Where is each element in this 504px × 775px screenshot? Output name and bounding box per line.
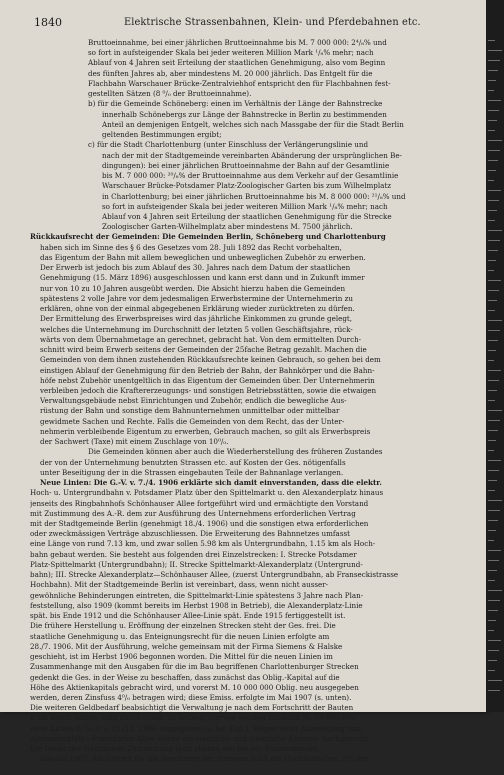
- text-line: 28./7. 1906. Mit der Ausführung, welche gemeinsam mit der Firma Siemens & Halske: [30, 641, 343, 651]
- edge-text-trace: [488, 250, 498, 251]
- edge-text-trace: [488, 680, 502, 681]
- text-line: Ablauf von 4 Jahren seit Erteilung der staatlichen Genehmigung, also vom Beginn: [88, 58, 386, 68]
- text-line: erklären, ohne von der einmal abgegebenen Erklärung wieder zurücktreten zu dürfen.: [40, 304, 355, 314]
- text-line: einstigen Ablauf der Genehmigung für den Betrieb der Bahn, der Bahnkörper und die Bahn-: [40, 365, 375, 375]
- edge-text-trace: [488, 470, 499, 471]
- text-line: gedenkt die Ges. in der Weise zu beschaffen, dass zunächst das Oblig.-Kapital auf die: [30, 672, 340, 682]
- text-line: Zusammenhange mit den Ausgaben für die im Bau begriffenen Charlottenburger Strecken: [30, 662, 359, 672]
- edge-text-trace: [488, 510, 500, 511]
- text-line: Bruttoeinnahme, bei einer jährlichen Bruttoeinnahme bis M. 7 000 000: 2⁴/₈% und: [88, 38, 387, 47]
- text-line: das Eigentum der Bahn mit allem beweglichen und unbeweglichen Zubehör zu erwerben.: [40, 252, 366, 262]
- text-line: innerhalb Schönebergs zur Länge der Bahnstrecke in Berlin zu bestimmenden: [102, 109, 387, 119]
- edge-text-trace: [488, 450, 494, 451]
- text-line: Höhe des Aktienkapitals gebracht wird, und vorerst M. 10 000 000 Oblig. neu ausgegeben: [30, 682, 359, 692]
- edge-text-trace: [488, 480, 497, 481]
- text-line: Platz-Spittelmarkt (Untergrundbahn); II. Strecke Spittelmarkt-Alexanderplatz (Untergrund-: [30, 559, 363, 569]
- text-line: des fünften Jahres ab, aber mindestens M. 20 000 jährlich. Das Entgelt für die: [88, 68, 373, 78]
- text-line: Warschauer Brücke-Potsdamer Platz-Zoologischer Garten bis zum Wilhelmplatz: [102, 181, 391, 191]
- text-line: spät. bis Ende 1912 und die Schönhauser Allee-Linie spät. Ende 1915 fertiggestellt ist.: [30, 611, 346, 621]
- text-line: Gemeinden von dem ihnen zustehenden Rückkaufsrechte keinen Gebrauch, so gehen bei dem: [40, 355, 381, 365]
- edge-text-trace: [488, 420, 500, 421]
- text-line: [30, 765, 472, 775]
- text-line: staatliche Genehmigung u. das Enteignungsrecht für die neuen Linien erfolgte am: [30, 631, 330, 641]
- edge-text-trace: [488, 180, 494, 181]
- edge-text-trace: [488, 260, 496, 261]
- edge-text-trace: [488, 600, 500, 601]
- text-line: mit der Stadtgemeinde Berlin (genehmigt 18./4. 1906) und die sonstigen etwa erforderlichen: [30, 519, 369, 529]
- text-line: dingungen): bei einer jährlichen Bruttoeinnahme der Bahn auf der Gesamtlinie: [102, 160, 390, 170]
- edge-text-trace: [488, 80, 496, 81]
- edge-text-trace: [488, 580, 495, 581]
- text-line: jenseits des Ringbahnhofs Schönhauser Allee fortgeführt wird und ermächtigte den Vorstand: [30, 498, 369, 508]
- text-line: schnitt wird beim Erwerb seitens der Gemeinden der 25fache Betrag gezahlt. Machen die: [40, 345, 367, 355]
- edge-text-trace: [488, 670, 495, 671]
- text-line: haben sich im Sinne des § 6 des Gesetzes vom 28. Juli 1892 das Recht vorbehalten,: [40, 242, 342, 252]
- text-line: neue Aktien lt. G.-V. v. 13./12. 1906 ausgegeben (s. bei Kap.). Wegen einer Abzweigung vom: [30, 723, 363, 733]
- text-line: so fort in aufsteigender Skala bei jeder weiteren Million Mark ¹/₈% mehr; nach: [88, 48, 374, 58]
- text-line: feststellung, also 1909 (kommt bereits im Herbst 1908 in Betrieb), die Alexanderplatz-Linie: [30, 600, 363, 610]
- edge-text-trace: [488, 410, 502, 411]
- text-line: Flachbahn Warschauer Brücke-Zentralviehhof entspricht den für Flachbahnen fest-: [88, 78, 391, 88]
- page-body: [30, 38, 472, 775]
- text-line: bis M. 7 000 000: ²⁰/₈% der Bruttoeinnahme aus dem Verkehr auf der Gesamtlinie: [102, 171, 399, 181]
- edge-text-trace: [488, 120, 497, 121]
- edge-text-trace: [488, 70, 498, 71]
- edge-text-trace: [488, 150, 500, 151]
- edge-text-trace: [488, 560, 499, 561]
- list-item-b: b) für die Gemeinde Schöneberg: einen im Verhältnis der Länge der Bahnstrecke: [88, 99, 383, 109]
- text-line: Anteil an demjenigen Entgelt, welches sich nach Massgabe der für die Stadt Berlin: [102, 119, 404, 129]
- edge-text-trace: [488, 390, 497, 391]
- text-line: so fort in aufsteigender Skala bei jeder weiteren Million Mark ¹/₈% mehr; nach: [102, 201, 388, 211]
- text-line: spätestens 2 volle Jahre vor dem jedesmaligen Erwerbstermine der Unternehmerin zu: [40, 293, 353, 303]
- edge-text-trace: [488, 190, 501, 191]
- adjacent-page-edge: [486, 0, 504, 712]
- edge-text-trace: [488, 570, 497, 571]
- edge-text-trace: [488, 170, 496, 171]
- text-line: h alb durch Aktien, halb durch Oblig. zu decken; hiervon wurden zunächst M. 10 000 000: [30, 713, 356, 723]
- edge-text-trace: [488, 110, 499, 111]
- text-line: mit Zustimmung des A.-R. dem zur Ausführung des Unternehmens erforderlichen Vertrag: [30, 508, 356, 518]
- edge-text-trace: [488, 200, 499, 201]
- text-line: geschieht, ist im Herbst 1906 begonnen worden. Die Mittel für die neuen Linien im: [30, 652, 333, 662]
- text-line: gewidmete Sachen und Rechte. Falls die Gemeinden von dem Recht, das der Unter-: [40, 416, 345, 426]
- edge-text-trace: [488, 160, 498, 161]
- edge-text-trace: [488, 130, 495, 131]
- text-line: Die Gemeinden können aber auch die Wiederherstellung des früheren Zustandes: [88, 447, 383, 457]
- edge-text-trace: [488, 690, 500, 691]
- text-line: also bis 1987. Als Entgelt für die Benutzung der Strassen zahlt die Hochbahn-Ges. 2⁰/₀ der: [40, 754, 369, 764]
- edge-text-trace: [488, 350, 496, 351]
- text-line: werden, deren Zinsfuss 4⁰/₀ betragen wird; diese Emiss. erfolgte im Mai 1907 (s. unten).: [30, 693, 352, 702]
- edge-text-trace: [488, 220, 495, 221]
- edge-text-trace: [488, 240, 500, 241]
- edge-text-trace: [488, 360, 494, 361]
- edge-text-trace: [488, 550, 501, 551]
- edge-text-trace: [488, 620, 496, 621]
- text-line: unter Beseitigung der in die Strassen eingebauten Teile der Bahnanlage verlangen.: [40, 467, 344, 477]
- text-line: nach der mit der Stadtgemeinde vereinbarten Abänderung der ursprünglichen Be-: [102, 150, 402, 160]
- edge-text-trace: [488, 650, 499, 651]
- text-line: der Sachwert (Taxe) mit einem Zuschlage von 10⁰/₀.: [40, 437, 229, 447]
- text-line: Verwaltungsgebäude nebst Einrichtungen und Zubehör, endlich die bewegliche Aus-: [40, 396, 347, 406]
- edge-text-trace: [488, 50, 502, 51]
- text-line: Die frühere Herstellung u. Eröffnung der einzelnen Strecken steht der Ges. frei. Die: [30, 621, 336, 631]
- page-header: [34, 16, 474, 30]
- text-line: geltenden Bestimmungen ergibt;: [102, 130, 222, 140]
- edge-text-trace: [488, 140, 502, 141]
- edge-text-trace: [488, 340, 498, 341]
- text-line: Hoch- u. Untergrundbahn v. Potsdamer Platz über den Spittelmarkt u. den Alexanderplatz hinaus: [30, 488, 384, 498]
- text-line: Der Erwerb ist jedoch bis zum Ablauf des 30. Jahres nach dem Datum der staatlichen: [40, 263, 351, 273]
- edge-text-trace: [488, 330, 500, 331]
- edge-text-trace: [488, 630, 494, 631]
- text-line: Ablauf von 4 Jahren seit Erteilung der staatlichen Genehmigung für die Strecke: [102, 211, 392, 221]
- edge-text-trace: [488, 310, 495, 311]
- edge-text-trace: [488, 40, 495, 41]
- edge-text-trace: [488, 500, 502, 501]
- text-line: wärts von dem Übernahmetage an gerechnet, gebracht hat. Von dem ermittelten Durch-: [40, 334, 362, 344]
- text-line: höfe nebst Zubehör unentgeltlich in das Eigentum der Gemeinden über. Der Unternehmerin: [40, 375, 375, 385]
- edge-text-trace: [488, 490, 495, 491]
- text-line: eine Länge von rund 7.13 km, und zwar sollen 5.98 km als Untergrundbahn, 1.15 km als Hoch-: [30, 539, 376, 549]
- text-line: Hochbahn). Mit der Stadtgemeinde Berlin ist vereinbart, dass, wenn nicht ausser-: [30, 580, 329, 590]
- text-line: nur von 10 zu 10 Jahren ausgeübt werden. Die Absicht hierzu haben die Gemeinden: [40, 283, 346, 293]
- text-line: Zoologischer Garten-Wilhelmplatz aber mindestens M. 7500 jährlich.: [102, 222, 353, 232]
- edge-text-trace: [488, 100, 501, 101]
- text-line: nehmerin verbleibende Eigentum zu erwerben, Gebrauch machen, so gilt als Erwerbspreis: [40, 426, 371, 436]
- edge-text-trace: [488, 280, 501, 281]
- text-line: rüstung der Bahn und sonstige dem Bahnunternehmen unmittelbar oder mittelbar: [40, 406, 340, 416]
- running-title: Elektrische Strassenbahnen, Klein- und Pferdebahnen etc.: [124, 17, 421, 28]
- text-line: Die weiteren Geldbedarf beabsichtigt die Verwaltung je nach dem Fortschritt der Bauten: [30, 703, 354, 713]
- edge-text-trace: [488, 290, 499, 291]
- edge-text-trace: [488, 590, 502, 591]
- edge-text-trace: [488, 90, 494, 91]
- edge-text-trace: [488, 540, 494, 541]
- text-line: oder zweckmässigen Verträge abzuschliessen. Die Erweiterung des Bahnnetzes umfasst: [30, 529, 351, 539]
- section-heading-neue-linien: Neue Linien: Die G.-V. v. 7./4. 1906 erklärte sich damit einverstanden, dass die elektr.: [40, 478, 382, 488]
- edge-text-trace: [488, 270, 494, 271]
- edge-text-trace: [488, 380, 499, 381]
- page-number: 1840: [34, 16, 62, 29]
- text-line: gestellten Sätzen (8 ⁰/₀ der Bruttoeinnahme).: [88, 89, 252, 99]
- text-line: Der Ermittelung des Erwerbspreises wird das jährliche Einkommen zu grunde gelegt,: [40, 314, 353, 324]
- edge-text-trace: [488, 320, 502, 321]
- edge-text-trace: [488, 300, 497, 301]
- text-line: der von der Unternehmung benutzten Strassen etc. auf Kosten der Ges. nötigenfalls: [40, 457, 346, 467]
- edge-text-trace: [488, 640, 501, 641]
- text-line: Genehmigung (15. März 1896) ausgeschlossen und kann erst dann und in Zukunft immer: [40, 273, 365, 283]
- text-line: gewöhnliche Behinderungen eintreten, die Spittelmarkt-Linie spätestens 3 Jahre nach Plan-: [30, 590, 364, 600]
- list-item-c: c) für die Stadt Charlottenburg (unter Einschluss der Verlängerungslinie und: [88, 140, 369, 150]
- edge-text-trace: [488, 660, 497, 661]
- text-line: Alexanderplatz—Frankfurter Allee wurde die staatliche und städtische Konzess. nachgesucht.: [30, 733, 371, 743]
- edge-text-trace: [488, 610, 498, 611]
- text-line: in Charlottenburg; bei einer jährlichen Bruttoeinnahme bis M. 8 000 000: ²¹/₈% und: [102, 191, 406, 201]
- text-line: bahn gebaut werden. Sie besteht aus folgenden drei Einzelstrecken: I. Strecke Potsdamer: [30, 549, 357, 559]
- edge-text-trace: [488, 430, 498, 431]
- text-line: welches die Unternehmung im Durchschnitt der letzten 5 vollen Geschäftsjahre, rück-: [40, 324, 353, 334]
- section-heading-rueckkaufsrecht: Rückkaufsrecht der Gemeinden: Die Gemeinden Berlin, Schöneberg und Charlottenburg: [30, 232, 386, 242]
- edge-text-trace: [488, 210, 497, 211]
- text-line: Die Dauer der städtischen Zustimmung läuft ebenso wie bei der Stammstrecke,: [30, 744, 320, 754]
- text-line: bahn); III. Strecke Alexanderplatz—Schönhauser Allee, (zuerst Untergrundbahn, ab Franseckistrasse: [30, 570, 399, 580]
- edge-text-trace: [488, 400, 495, 401]
- edge-text-trace: [488, 230, 502, 231]
- edge-text-trace: [488, 370, 501, 371]
- edge-text-trace: [488, 460, 501, 461]
- edge-text-trace: [488, 60, 500, 61]
- edge-text-trace: [488, 520, 498, 521]
- edge-text-trace: [488, 440, 496, 441]
- edge-text-trace: [488, 530, 496, 531]
- text-line: verbleiben jedoch die Kraftererzeugungs- und sonstigen Betriebsstätten, sowie die etwaigen: [40, 385, 377, 395]
